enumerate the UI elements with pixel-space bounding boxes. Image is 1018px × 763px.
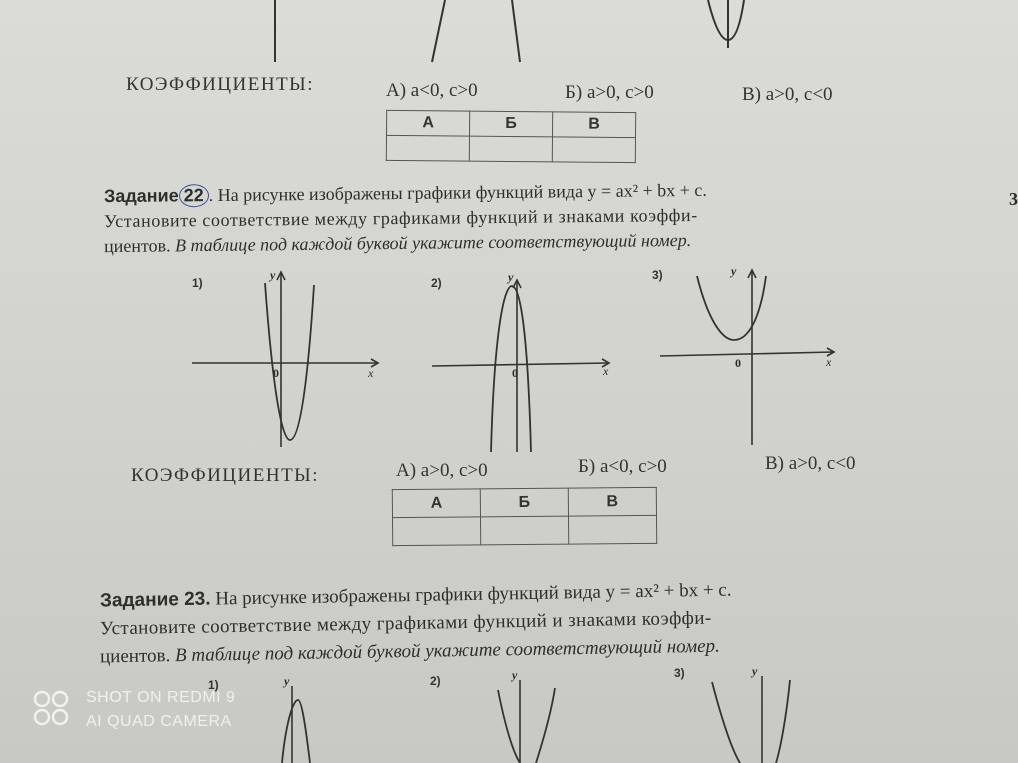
task23-line3-text: циентов. (99, 645, 176, 668)
table-header: Б (480, 488, 568, 517)
table-header: В (568, 487, 656, 516)
task23-graph-3-number: 3) (674, 666, 685, 680)
graph-3-y-label: y (731, 264, 737, 278)
option-c-22: В) a>0, c<0 (765, 453, 856, 474)
graph-1-y-label: y (270, 268, 276, 282)
task23-graph-2-y-label: y (512, 668, 518, 682)
task23-title: Задание 23. (99, 588, 211, 612)
option-a-top: А) a<0, c>0 (386, 80, 478, 101)
task23-graph-1-number: 1) (208, 678, 219, 692)
graph-2-origin: 0 (512, 366, 518, 380)
task22-line3-italic: В таблице под каждой буквой укажите соответствующий номер. (174, 229, 692, 256)
task22-line3-text: циентов. (103, 235, 176, 257)
coefficients-label-22: КОЭФФИЦИЕНТЫ: (131, 465, 320, 486)
watermark-line2: AI QUAD CAMERA (86, 713, 232, 730)
table-header: В (552, 112, 635, 138)
task22-title-word: Задание (103, 185, 179, 207)
right-edge-char: 3 (1009, 189, 1018, 209)
graph-2-number: 2) (431, 276, 442, 290)
graph-2-y-label: y (508, 270, 514, 284)
option-a-22: А) a>0, c>0 (396, 460, 488, 481)
graph-2-x-label: x (603, 364, 609, 378)
task23-line3-italic: В таблице под каждой буквой укажите соответствующий номер. (174, 635, 720, 667)
task22-line1-text: . На рисунке изображены графики функций вида y = ax² + bx + c. (208, 179, 707, 206)
graph-1-number: 1) (192, 276, 203, 290)
option-b-top: Б) a>0, c>0 (565, 82, 654, 103)
task22-line2: Установите соответствие между графиками функций и знаками коэффи- (103, 204, 698, 232)
graph-3-x-label: x (826, 355, 832, 369)
coefficients-label-top: КОЭФФИЦИЕНТЫ: (126, 74, 315, 95)
task22-number-circled: 22 (179, 184, 209, 207)
graph-3-origin: 0 (735, 356, 741, 370)
camera-logo-icon (32, 690, 72, 728)
table-header: А (387, 110, 470, 136)
task23-line2: Установите соответствие между графиками функций и знаками коэффи- (99, 607, 712, 640)
graph-1-x-label: x (368, 366, 374, 380)
watermark-line1: SHOT ON REDMI 9 (86, 689, 236, 706)
task23-graph-3-y-label: y (752, 664, 758, 678)
option-b-22: Б) a<0, c>0 (578, 456, 667, 477)
table-header: А (392, 489, 480, 518)
task23-graph-2-number: 2) (430, 674, 441, 688)
task23-graph-1-y-label: y (284, 674, 290, 688)
task23-line1-text: На рисунке изображены графики функций вида y = ax² + bx + c. (210, 579, 732, 610)
option-c-top: В) a>0, c<0 (742, 84, 833, 105)
graph-1-origin: 0 (273, 366, 279, 380)
table-header: Б (470, 111, 553, 137)
graph-3-number: 3) (652, 268, 663, 282)
